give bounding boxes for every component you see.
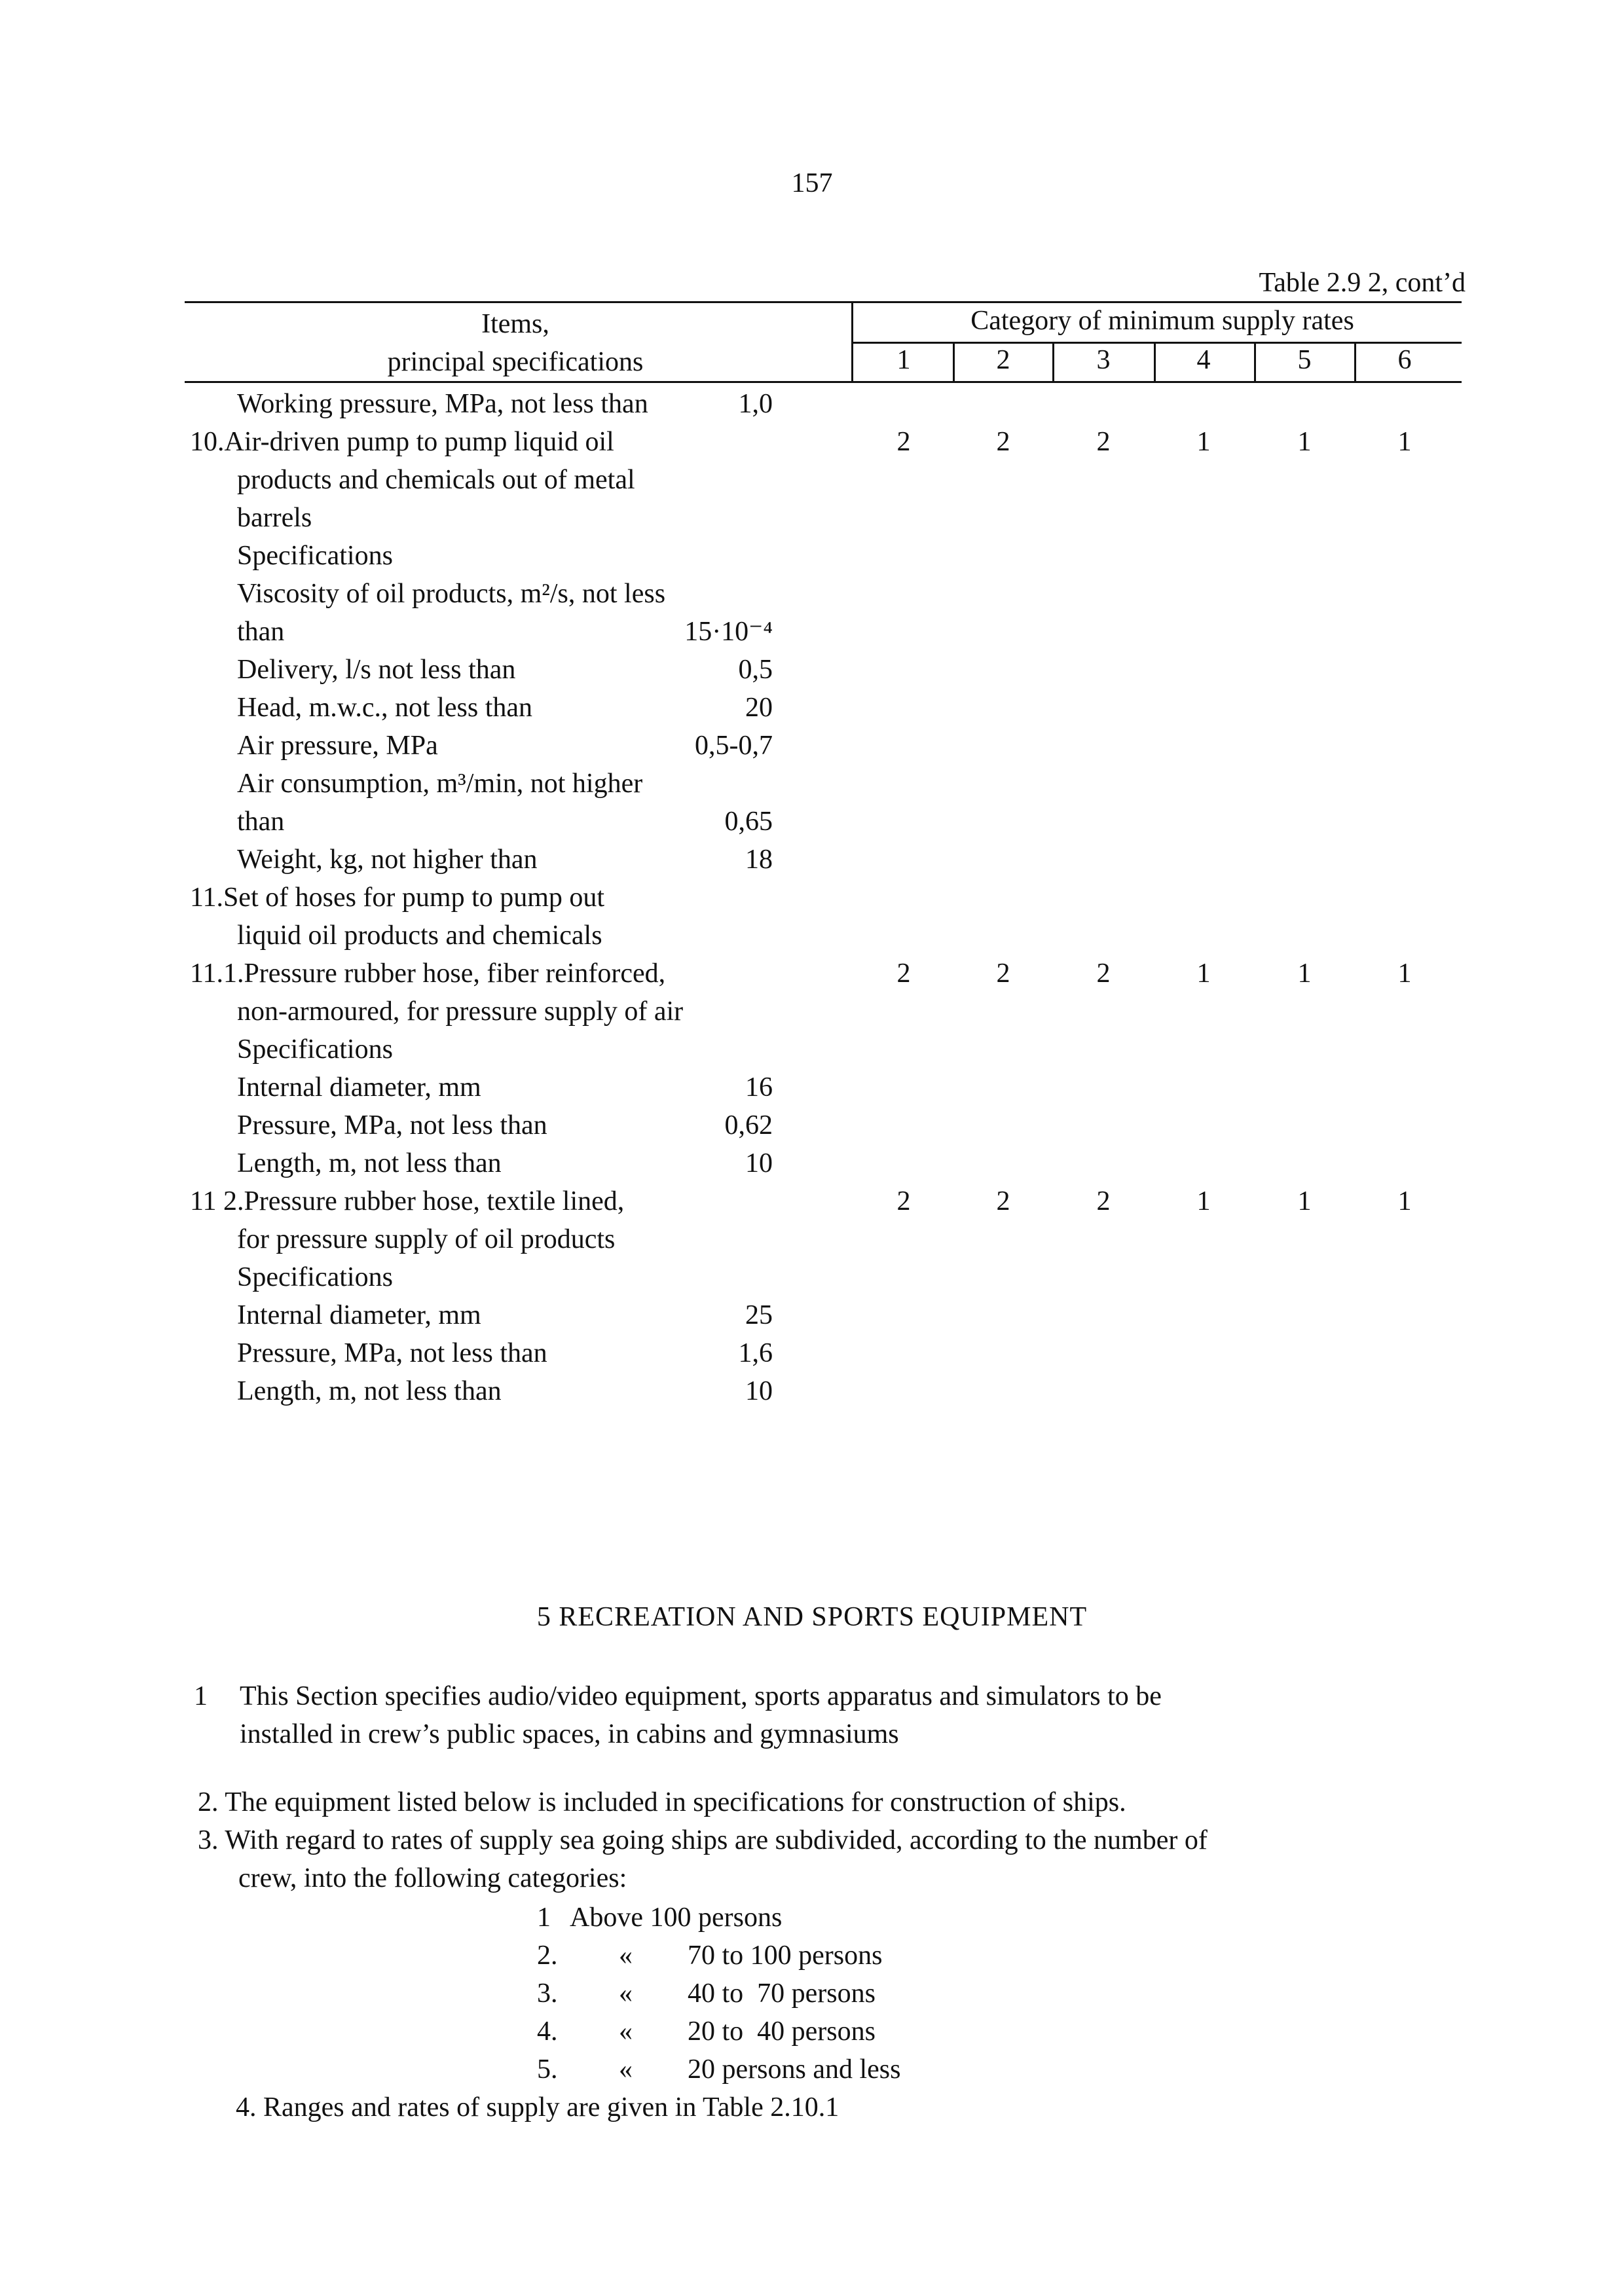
- category-number-6: 6: [1397, 345, 1412, 375]
- table-row: [0, 575, 1624, 613]
- category-list-number: 3.: [537, 1978, 558, 2009]
- header-category: Category of minimum supply rates: [970, 306, 1354, 336]
- category-list-range: 20 persons and less: [688, 2054, 901, 2085]
- table-row: [0, 1258, 1624, 1296]
- category-number-2: 2: [996, 345, 1010, 375]
- table-body: [0, 385, 1624, 1410]
- row-label: Length, m, not less than: [237, 1376, 502, 1406]
- table-row: [0, 765, 1624, 803]
- rate-category-3: 2: [1096, 958, 1111, 989]
- page-number: 157: [791, 168, 833, 198]
- rate-category-4: 1: [1196, 958, 1211, 989]
- row-label: for pressure supply of oil products: [237, 1224, 616, 1254]
- category-list-range: 70 to 100 persons: [688, 1941, 883, 1971]
- row-value: 10: [745, 1376, 773, 1406]
- table-row: [0, 1296, 1624, 1334]
- row-label: Internal diameter, mm: [237, 1300, 481, 1330]
- rate-category-5: 1: [1297, 1186, 1312, 1216]
- rate-category-2: 2: [996, 427, 1010, 457]
- table-row: [0, 423, 1624, 461]
- rate-category-5: 1: [1297, 958, 1312, 989]
- ditto-mark: «: [619, 2016, 633, 2047]
- row-value: 0,65: [724, 807, 773, 837]
- row-label: Head, m.w.c., not less than: [237, 693, 533, 723]
- row-value: 0,5: [738, 655, 773, 685]
- ditto-mark: «: [619, 2054, 633, 2085]
- category-list-range: 40 to 70 persons: [688, 1978, 876, 2009]
- row-value: 1,6: [738, 1338, 773, 1368]
- table-row: [0, 1334, 1624, 1372]
- table-row: [0, 385, 1624, 423]
- rate-category-3: 2: [1096, 427, 1111, 457]
- row-value: 10: [745, 1148, 773, 1178]
- category-number-4: 4: [1196, 345, 1211, 375]
- table-row: [0, 1144, 1624, 1182]
- rate-category-5: 1: [1297, 427, 1312, 457]
- row-label: 11.1.Pressure rubber hose, fiber reinforced,: [190, 958, 666, 989]
- row-label: liquid oil products and chemicals: [237, 920, 602, 951]
- table-row: [0, 461, 1624, 499]
- row-label: Working pressure, MPa, not less than: [237, 389, 648, 419]
- row-value: 15·10⁻⁴: [684, 617, 773, 647]
- row-value: 0,62: [724, 1110, 773, 1140]
- category-list-number: 5.: [537, 2054, 558, 2085]
- table-row: [0, 1372, 1624, 1410]
- table-row: [0, 955, 1624, 993]
- category-number-1: 1: [896, 345, 911, 375]
- header-items-line2: principal specifications: [387, 347, 644, 377]
- rate-category-6: 1: [1397, 1186, 1412, 1216]
- row-value: 20: [745, 693, 773, 723]
- section-heading: 5 RECREATION AND SPORTS EQUIPMENT: [536, 1602, 1088, 1632]
- row-label: Internal diameter, mm: [237, 1072, 481, 1102]
- row-label: Pressure, MPa, not less than: [237, 1338, 547, 1368]
- paragraph-3-line1: 3. With regard to rates of supply sea going ships are subdivided, according to the number of: [198, 1825, 1208, 1855]
- category-subheader-rule: [853, 342, 1462, 344]
- row-label: barrels: [237, 503, 312, 533]
- paragraph-1: [194, 1677, 1162, 1753]
- table-row: [0, 1182, 1624, 1220]
- row-label: than: [237, 807, 285, 837]
- row-label: Pressure, MPa, not less than: [237, 1110, 547, 1140]
- category-number-3: 3: [1096, 345, 1111, 375]
- header-items-line1: Items,: [481, 309, 549, 339]
- category-list-range: Above 100 persons: [570, 1903, 783, 1933]
- table-row: [0, 1030, 1624, 1068]
- row-label: Length, m, not less than: [237, 1148, 502, 1178]
- row-value: 1,0: [738, 389, 773, 419]
- rate-category-2: 2: [996, 1186, 1010, 1216]
- paragraph-1-line1: This Section specifies audio/video equipment, sports apparatus and simulators to be: [240, 1681, 1162, 1711]
- rate-category-6: 1: [1397, 958, 1412, 989]
- paragraph-4: 4. Ranges and rates of supply are given in Table 2.10.1: [236, 2092, 840, 2123]
- paragraph-1-line2: installed in crew’s public spaces, in cabins and gymnasiums: [240, 1719, 899, 1749]
- table-row: [0, 613, 1624, 651]
- row-label: Viscosity of oil products, m²/s, not less: [237, 579, 666, 609]
- table-row: [0, 537, 1624, 575]
- paragraph-1-number: 1: [194, 1681, 208, 1711]
- table-row: [0, 993, 1624, 1030]
- row-value: 16: [745, 1072, 773, 1102]
- table-row: [0, 879, 1624, 917]
- header-bottom-rule: [185, 381, 1462, 383]
- row-label: Specifications: [237, 1262, 393, 1292]
- table-row: [0, 1068, 1624, 1106]
- paragraph-3-line2: crew, into the following categories:: [238, 1863, 627, 1893]
- ditto-mark: «: [619, 1978, 633, 2009]
- table-row: [0, 651, 1624, 689]
- row-label: non-armoured, for pressure supply of air: [237, 996, 684, 1027]
- category-list-range: 20 to 40 persons: [688, 2016, 876, 2047]
- row-label: 10.Air-driven pump to pump liquid oil: [190, 427, 614, 457]
- category-list-number: 2.: [537, 1941, 558, 1971]
- row-label: Air consumption, m³/min, not higher: [237, 769, 643, 799]
- row-label: Specifications: [237, 541, 393, 571]
- row-label: products and chemicals out of metal: [237, 465, 635, 495]
- row-label: 11.Set of hoses for pump to pump out: [190, 883, 605, 913]
- ditto-mark: «: [619, 1941, 633, 1971]
- rate-category-4: 1: [1196, 1186, 1211, 1216]
- table-row: [0, 917, 1624, 955]
- category-list-number: 4.: [537, 2016, 558, 2047]
- table-row: [0, 803, 1624, 841]
- table-row: [0, 1106, 1624, 1144]
- row-label: 11 2.Pressure rubber hose, textile lined,: [190, 1186, 625, 1216]
- category-number-5: 5: [1297, 345, 1312, 375]
- row-label: Specifications: [237, 1034, 393, 1065]
- rate-category-1: 2: [896, 958, 911, 989]
- row-label: Delivery, l/s not less than: [237, 655, 516, 685]
- rate-category-1: 2: [896, 427, 911, 457]
- rate-category-1: 2: [896, 1186, 911, 1216]
- table-caption: Table 2.9 2, cont’d: [1259, 268, 1466, 298]
- table-row: [0, 689, 1624, 727]
- category-list-number: 1: [537, 1903, 551, 1933]
- table-row: [0, 1220, 1624, 1258]
- items-column-divider: [851, 301, 853, 382]
- rate-category-3: 2: [1096, 1186, 1111, 1216]
- table-row: [0, 841, 1624, 879]
- rate-category-6: 1: [1397, 427, 1412, 457]
- row-label: than: [237, 617, 285, 647]
- rate-category-4: 1: [1196, 427, 1211, 457]
- paragraph-2: 2. The equipment listed below is included in specifications for construction of ships.: [198, 1787, 1126, 1817]
- table-row: [0, 499, 1624, 537]
- paragraph-3: [198, 1821, 1208, 1897]
- row-value: 18: [745, 845, 773, 875]
- row-label: Air pressure, MPa: [237, 731, 438, 761]
- rate-category-2: 2: [996, 958, 1010, 989]
- row-label: Weight, kg, not higher than: [237, 845, 538, 875]
- table-top-rule: [185, 301, 1462, 303]
- row-value: 0,5-0,7: [695, 731, 773, 761]
- table-row: [0, 727, 1624, 765]
- row-value: 25: [745, 1300, 773, 1330]
